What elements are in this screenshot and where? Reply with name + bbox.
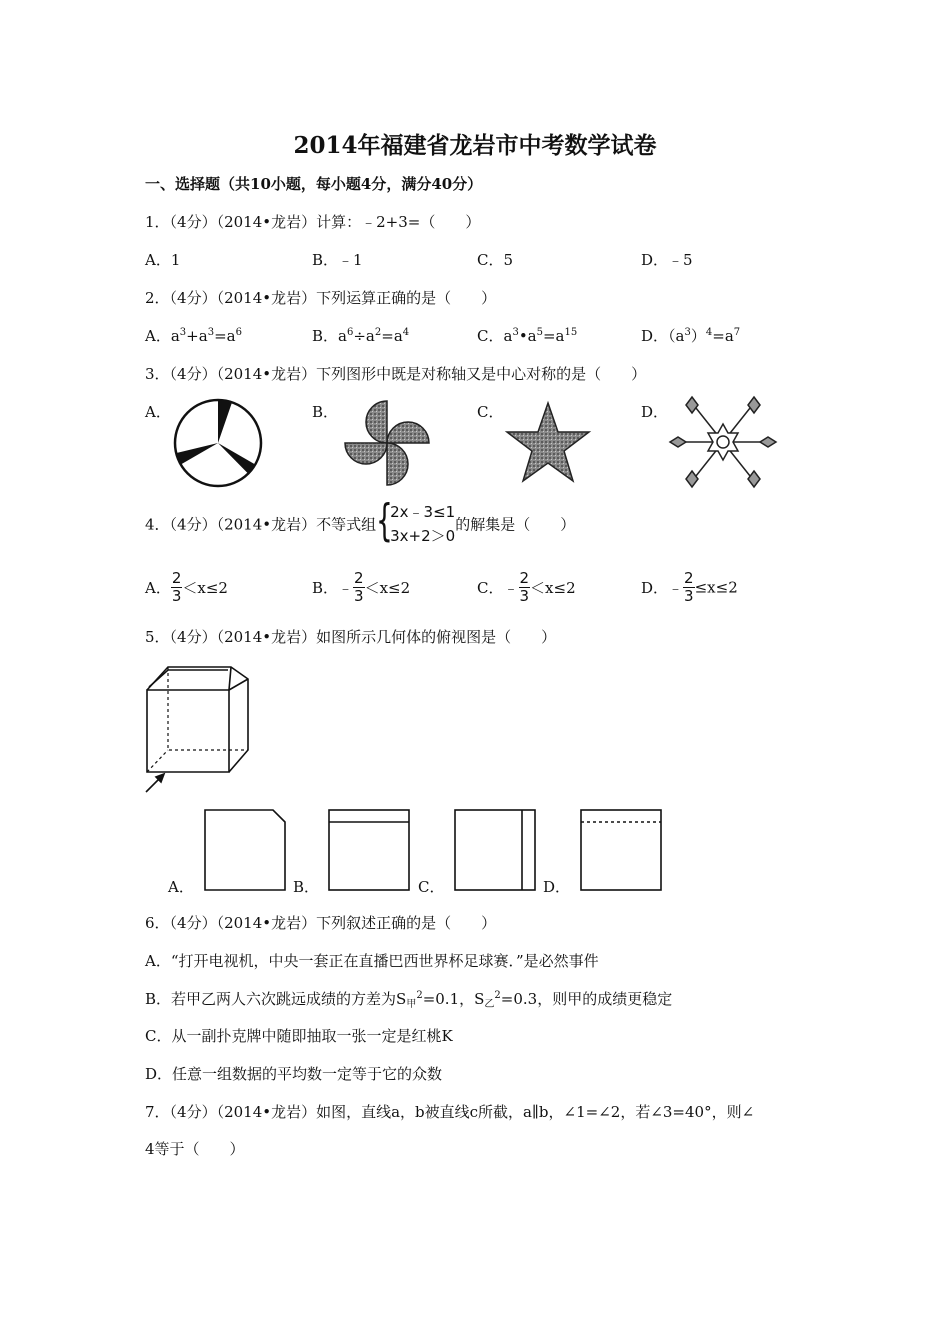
question-4-option-b: B．﹣ $\frac{2}{3}$ ＜x≤2 — [312, 569, 411, 605]
question-4-option-d: D．﹣ $\frac{2}{3}$ ≤x≤2 — [641, 569, 738, 605]
question-2-stem: 2．（4分）（2014•龙岩）下列运算正确的是（ ） — [145, 289, 497, 307]
question-1-option-c: C．5 — [477, 251, 514, 269]
pinwheel-figure — [342, 397, 432, 489]
question-1-option-b: B．﹣1 — [312, 251, 363, 269]
question-4-stem: 4．（4分）（2014•龙岩）不等式组 { 2x﹣3≤1 3x+2＞0 的解集是（ ） — [145, 495, 576, 546]
solid-figure — [142, 662, 254, 794]
option-a-square-cut-corner — [204, 809, 286, 891]
option-b-square-top-strip — [328, 809, 410, 891]
question-3-option-c: C． — [477, 403, 504, 421]
question-2-option-d: D．$(a^3)^4=a^7$ — [641, 327, 741, 345]
question-7-stem-line-2: 4等于（ ） — [145, 1140, 245, 1158]
question-2-option-c: C．$a^3•a^5=a^{15}$ — [477, 327, 578, 345]
question-4-option-c: C．﹣ $\frac{2}{3}$ ＜x≤2 — [477, 569, 576, 605]
question-7-stem-line-1: 7．（4分）（2014•龙岩）如图，直线a，b被直线c所截，a∥b，∠1=∠2，若∠3=40°，则∠ — [145, 1103, 755, 1121]
question-5-option-a: A． — [168, 878, 194, 896]
question-3-option-a: A． — [145, 403, 171, 421]
question-6-option-a: A．“打开电视机，中央一套正在直播巴西世界杯足球赛．”是必然事件 — [145, 952, 599, 970]
option-d-square-dashed-strip — [580, 809, 662, 891]
section-heading: 一、选择题（共10小题，每小题4分，满分40分） — [145, 175, 483, 193]
question-3-option-b: B． — [312, 403, 339, 421]
question-3-stem: 3．（4分）（2014•龙岩）下列图形中既是对称轴又是中心对称的是（ ） — [145, 365, 647, 383]
question-1-option-d: D．﹣5 — [641, 251, 693, 269]
question-1-option-a: A．1 — [145, 251, 181, 269]
question-5-option-b: B． — [293, 878, 320, 896]
question-4-option-a: A． $\frac{2}{3}$ ＜x≤2 — [145, 569, 228, 605]
question-2-option-a: A．$a^3+a^3=a^6$ — [145, 327, 242, 345]
question-5-option-d: D． — [543, 878, 571, 896]
circle-sectors-figure — [172, 397, 264, 489]
question-1-stem: 1．（4分）（2014•龙岩）计算：﹣2+3=（ ） — [145, 213, 481, 231]
snowflake-figure — [668, 395, 778, 489]
star-figure — [505, 401, 591, 483]
question-3-option-d: D． — [641, 403, 669, 421]
question-5-stem: 5．（4分）（2014•龙岩）如图所示几何体的俯视图是（ ） — [145, 628, 557, 646]
question-6-option-b: B．若甲乙两人六次跳远成绩的方差为$S_甲^2=0.1$，$S_乙^2=0.3$，则甲的成绩更稳定 — [145, 990, 673, 1010]
question-6-stem: 6．（4分）（2014•龙岩）下列叙述正确的是（ ） — [145, 914, 497, 932]
question-6-option-d: D．任意一组数据的平均数一定等于它的众数 — [145, 1065, 443, 1083]
question-2-option-b: B．$a^6\div a^2=a^4$ — [312, 327, 410, 345]
inequality-system: { 2x﹣3≤1 3x+2＞0 — [376, 495, 456, 546]
question-6-option-c: C．从一副扑克牌中随即抽取一张一定是红桃K — [145, 1027, 453, 1045]
question-5-option-c: C． — [418, 878, 445, 896]
option-c-square-side-strip — [454, 809, 536, 891]
page-title: 2014年福建省龙岩市中考数学试卷 — [293, 132, 657, 159]
